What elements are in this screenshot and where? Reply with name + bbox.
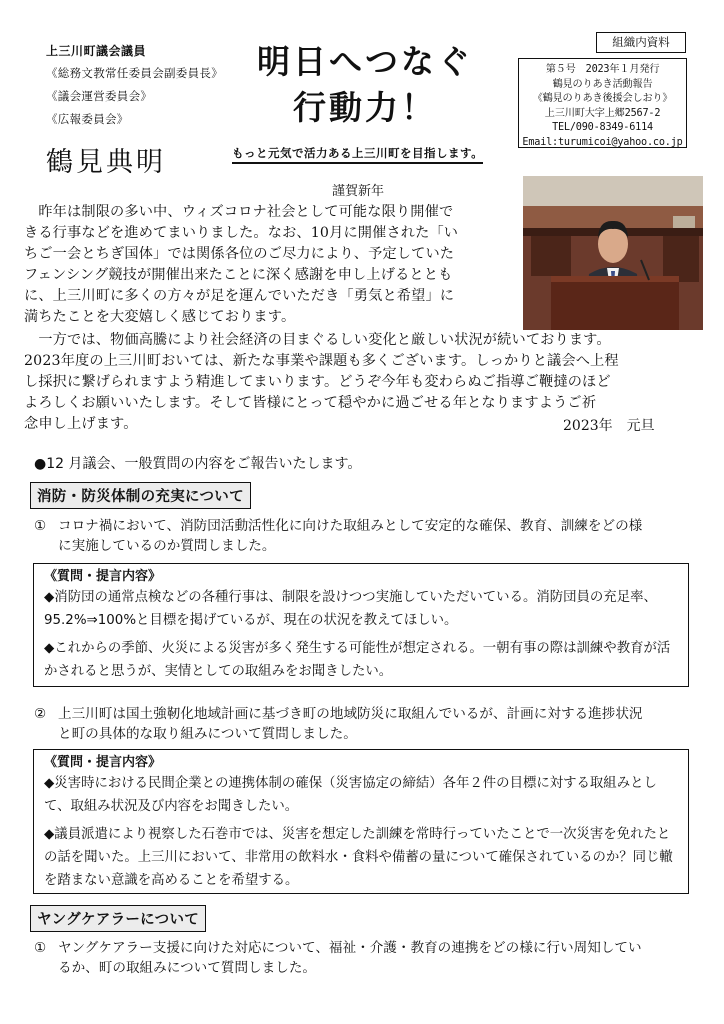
greeting-line: 2023年度の上三川町おいては、新たな事業や課題も多くございます。しっかりと議会へ上程 [24,353,619,369]
section-heading-fire-disaster: 消防・防災体制の充実について [30,482,251,509]
question-text: と町の具体的な取り組みについて質問しました。 [58,726,357,742]
question-item-2 [34,704,684,744]
question-item-3 [34,938,684,978]
question-box-paragraph: ◆議員派遣により視察した石巻市では、災害を想定した訓練を常時行っていたことで一次災害を免れたとの話を聞いた。上三川において、非常用の飲料水・食料や備蓄の量について確保されているのか？同じ轍を踏まない意識を高めることを希望する。 [44,827,673,888]
greeting-line: ちご一会とちぎ国体」では関係各位のご尽力により、予定していた [24,246,455,262]
greeting-line: 昨年は制限の多い中、ウィズコロナ社会として可能な限り開催で [24,204,454,220]
issue-line: 第５号 2023年１月発行 [545,64,660,75]
question-text: に実施しているのか質問しました。 [58,538,276,554]
question-box-heading: 《質問・提言内容》 [44,569,162,584]
member-post-1: 《総務文教常任委員会副委員長》 [46,66,223,80]
newsletter-title-line2: 行動力！ [293,88,437,127]
supporters-line: 《鶴見のりあき後援会しおり》 [532,93,673,104]
address-line: 上三川町大字上郷2567-2 [544,107,661,119]
greeting-line: 満ちたことを大変嬉しく感じております。 [24,309,296,325]
greeting-line: に、上三川町に多くの方々が足を運んでいただき「勇気と希望」に [24,288,455,304]
question-box-paragraph: ◆災害時における民間企業との連携体制の確保（災害協定の締結）各年２件の目標に対する取組みとして、取組み状況及び内容をお聞きしたい。 [44,776,657,814]
question-item-1 [34,516,684,556]
section-heading-young-carers: ヤングケアラーについて [30,905,206,932]
greeting-line: きる行事などを進めてまいりました。なお、10月に開催された「い [24,225,459,241]
greeting-line: よろしくお願いいたします。そして皆様にとって穏やかに過ごせる年となりますようご祈 [24,395,597,411]
question-box-1 [33,563,689,687]
question-text: ヤングケアラー支援に向けた対応について、福祉・介護・教育の連携をどの様に行い周知してい [58,940,642,956]
member-role: 上三川町議会議員 [46,44,147,58]
member-post-2: 《議会運営委員会》 [46,89,153,103]
greeting-line: 念申し上げます。 [24,416,138,432]
publication-info-box [518,58,687,148]
question-box-2 [33,749,689,894]
email-line: Email:turumicoi@yahoo.co.jp [522,136,683,148]
question-number: ① [34,518,47,534]
greeting-line: 一方では、物価高騰により社会経済の目まぐるしい変化と厳しい状況が続いております。 [24,332,611,348]
question-box-paragraph: ◆消防団の通常点検などの各種行事は、制限を設けつつ実施していただいている。消防団員の充足率、95.2%⇒100%と目標を掲げているが、現在の状況を教えてほしい。 [44,590,657,628]
question-text: 上三川町は国土強靭化地域計画に基づき町の地域防災に取組んでいるが、計画に対する進捗状況 [58,706,643,722]
newsletter-subtitle: もっと元気で活力ある上三川町を目指します。 [232,145,483,164]
question-text: コロナ禍において、消防団活動活性化に向けた取組みとして安定的な確保、教育、訓練をどの様 [58,518,643,534]
phone-line: TEL/090-8349-6114 [552,122,653,133]
report-lead: ●12 月議会、一般質問の内容をご報告いたします。 [34,456,362,472]
internal-document-label: 組織内資料 [596,32,686,53]
question-box-heading: 《質問・提言内容》 [44,755,162,770]
member-name: 鶴見典明 [46,147,166,178]
greeting-heading: 謹賀新年 [332,184,385,199]
greeting-line: し採択に繋げられますよう精進してまいります。どうぞ今年も変わらぬご指導ご鞭撻のほど [24,374,611,390]
question-text: るか、町の取組みについて質問しました。 [58,960,317,976]
question-number: ① [34,940,47,956]
newsletter-title-line1: 明日へつなぐ [257,42,473,81]
report-name-line: 鶴見のりあき活動報告 [552,78,653,90]
question-number: ② [34,706,47,722]
greeting-line: フェンシング競技が開催出来たことに深く感謝を申し上げるととも [24,267,453,283]
member-post-3: 《広報委員会》 [46,112,129,126]
councilor-photo [523,176,703,330]
greeting-date: 2023年 元旦 [563,418,655,434]
question-box-paragraph: ◆これからの季節、火災による災害が多く発生する可能性が想定される。一朝有事の際は訓練や教育が活かされると思うが、実情としての取組みをお聞きしたい。 [44,641,671,679]
